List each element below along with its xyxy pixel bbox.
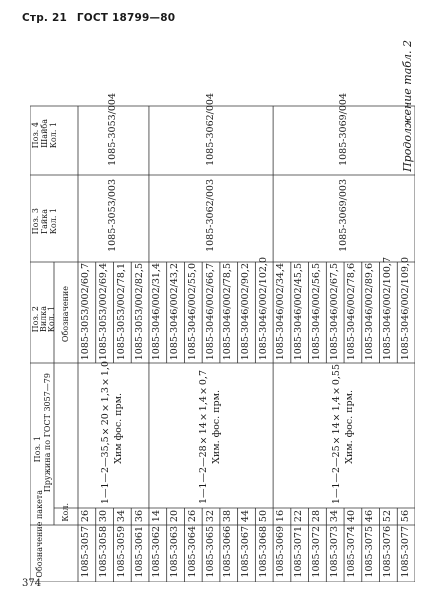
cell-kol: 26 bbox=[80, 509, 92, 522]
cell-kol: 14 bbox=[151, 509, 163, 522]
cell-package: 1085-3065 bbox=[204, 526, 216, 578]
cell-pos2: 1085-3046/002/67,5 bbox=[328, 262, 340, 360]
cell-pos2: 1085-3046/002/66,7 bbox=[204, 262, 216, 360]
header-designation: Обозначение пакета bbox=[35, 490, 44, 578]
cell-coating: Хим. фос. прм. bbox=[344, 390, 356, 464]
cell-pos2: 1085-3053/002/78,1 bbox=[115, 262, 127, 360]
cell-kol: 28 bbox=[310, 509, 322, 522]
header-kol: Кол. bbox=[61, 503, 70, 522]
header-pos2-line: Вилка bbox=[39, 305, 48, 332]
cell-package: 1085-3066 bbox=[222, 526, 234, 578]
cell-kol: 20 bbox=[169, 509, 181, 522]
cell-kol: 36 bbox=[133, 509, 145, 522]
header-pos4-line: Поз. 4 bbox=[31, 121, 40, 148]
cell-package: 1085-3076 bbox=[381, 526, 393, 578]
cell-kol: 40 bbox=[346, 509, 358, 522]
cell-package: 1085-3073 bbox=[328, 526, 340, 578]
cell-package: 1085-3075 bbox=[364, 526, 376, 578]
cell-pos2: 1085-3046/002/89,6 bbox=[364, 262, 376, 360]
cell-kol: 56 bbox=[399, 509, 411, 522]
page-header bbox=[22, 12, 181, 24]
cell-package: 1085-3074 bbox=[346, 526, 358, 578]
cell-pos2: 1085-3046/002/55,0 bbox=[186, 262, 198, 360]
cell-kol: 34 bbox=[328, 509, 340, 522]
cell-kol: 22 bbox=[293, 509, 305, 522]
cell-pos2: 1085-3046/002/78,5 bbox=[222, 262, 234, 360]
cell-pos3: 1085-3053/003 bbox=[107, 179, 119, 252]
standard-label: ГОСТ 18799—80 bbox=[76, 12, 176, 24]
cell-pos4: 1085-3069/004 bbox=[338, 93, 350, 166]
cell-pos2: 1085-3046/002/43,2 bbox=[169, 262, 181, 360]
cell-package: 1085-3071 bbox=[293, 526, 305, 578]
cell-pos2: 1085-3046/002/45,5 bbox=[293, 262, 305, 360]
cell-kol: 44 bbox=[240, 509, 251, 522]
header-pos3-line: Поз. 3 bbox=[31, 207, 40, 234]
header-pos2-line: Поз. 2 bbox=[31, 305, 40, 332]
cell-spring: 1—1—2—25×14×1,4×0,55 bbox=[331, 363, 343, 504]
cell-kol: 32 bbox=[204, 509, 216, 522]
header-oboz: Обозначение bbox=[61, 285, 70, 342]
cell-package: 1085-3067 bbox=[240, 526, 251, 578]
cell-pos2: 1085-3046/002/31,4 bbox=[151, 262, 163, 360]
cell-pos2: 1085-3046/002/102,0 bbox=[257, 256, 269, 360]
cell-package: 1085-3064 bbox=[186, 526, 198, 578]
cell-pos4: 1085-3062/004 bbox=[205, 93, 217, 166]
cell-package: 1085-3069 bbox=[275, 526, 287, 578]
cell-pos2: 1085-3046/002/90,2 bbox=[240, 262, 251, 360]
cell-pos2: 1085-3046/002/100,7 bbox=[381, 256, 393, 360]
header-pos4-line: Шайба bbox=[40, 119, 49, 148]
cell-kol: 34 bbox=[115, 509, 127, 522]
cell-pos2: 1085-3053/002/69,4 bbox=[98, 262, 110, 360]
cell-kol: 50 bbox=[257, 509, 269, 522]
header-pos1-sub: Пружина по ГОСТ 3057—79 bbox=[43, 372, 52, 492]
cell-package: 1085-3062 bbox=[151, 526, 163, 578]
header-pos3-line: Гайка bbox=[40, 208, 49, 234]
cell-package: 1085-3068 bbox=[257, 526, 269, 578]
cell-package: 1085-3057 bbox=[80, 526, 92, 578]
header-pos4-line: Кол. 1 bbox=[49, 121, 58, 148]
cell-kol: 46 bbox=[364, 509, 376, 522]
cell-pos2: 1085-3046/002/109,0 bbox=[399, 256, 411, 360]
cell-pos2: 1085-3046/002/56,5 bbox=[310, 262, 322, 360]
cell-coating: Хим фос. прм. bbox=[113, 393, 125, 464]
cell-spring: 1—1—2—35,5×20×1,3×1,0 bbox=[100, 360, 112, 504]
cell-package: 1085-3072 bbox=[310, 526, 322, 578]
header-pos1: Поз. 1 bbox=[33, 435, 42, 462]
cell-spring: 1—1—2—28×14×1,4×0,7 bbox=[198, 369, 210, 504]
page-number: 374 bbox=[22, 578, 42, 589]
table-continuation: Продолжение табл. 2 bbox=[401, 40, 414, 172]
cell-kol: 52 bbox=[381, 509, 393, 522]
cell-kol: 30 bbox=[98, 509, 110, 522]
cell-pos2: 1085-3046/002/34,4 bbox=[275, 262, 287, 360]
header-pos2-line: Кол. 1 bbox=[47, 305, 56, 332]
cell-package: 1085-3077 bbox=[399, 526, 411, 578]
cell-coating: Хим. фос. прм. bbox=[211, 390, 223, 464]
cell-pos3: 1085-3062/003 bbox=[205, 179, 217, 252]
cell-pos2: 1085-3053/002/82,5 bbox=[133, 262, 145, 360]
cell-kol: 26 bbox=[186, 509, 198, 522]
cell-package: 1085-3063 bbox=[169, 526, 181, 578]
cell-pos3: 1085-3069/003 bbox=[338, 179, 350, 252]
cell-kol: 38 bbox=[222, 509, 234, 522]
cell-pos2: 1085-3053/002/60,7 bbox=[80, 262, 92, 360]
cell-pos4: 1085-3053/004 bbox=[107, 93, 119, 166]
cell-package: 1085-3061 bbox=[133, 526, 145, 578]
cell-package: 1085-3059 bbox=[115, 526, 127, 578]
spec-table bbox=[30, 37, 415, 582]
cell-kol: 16 bbox=[275, 509, 287, 522]
page-label: Стр. 21 bbox=[22, 12, 67, 24]
header-pos3-line: Кол. 1 bbox=[49, 207, 58, 234]
cell-package: 1085-3058 bbox=[98, 526, 110, 578]
cell-pos2: 1085-3046/002/78,6 bbox=[346, 262, 358, 360]
